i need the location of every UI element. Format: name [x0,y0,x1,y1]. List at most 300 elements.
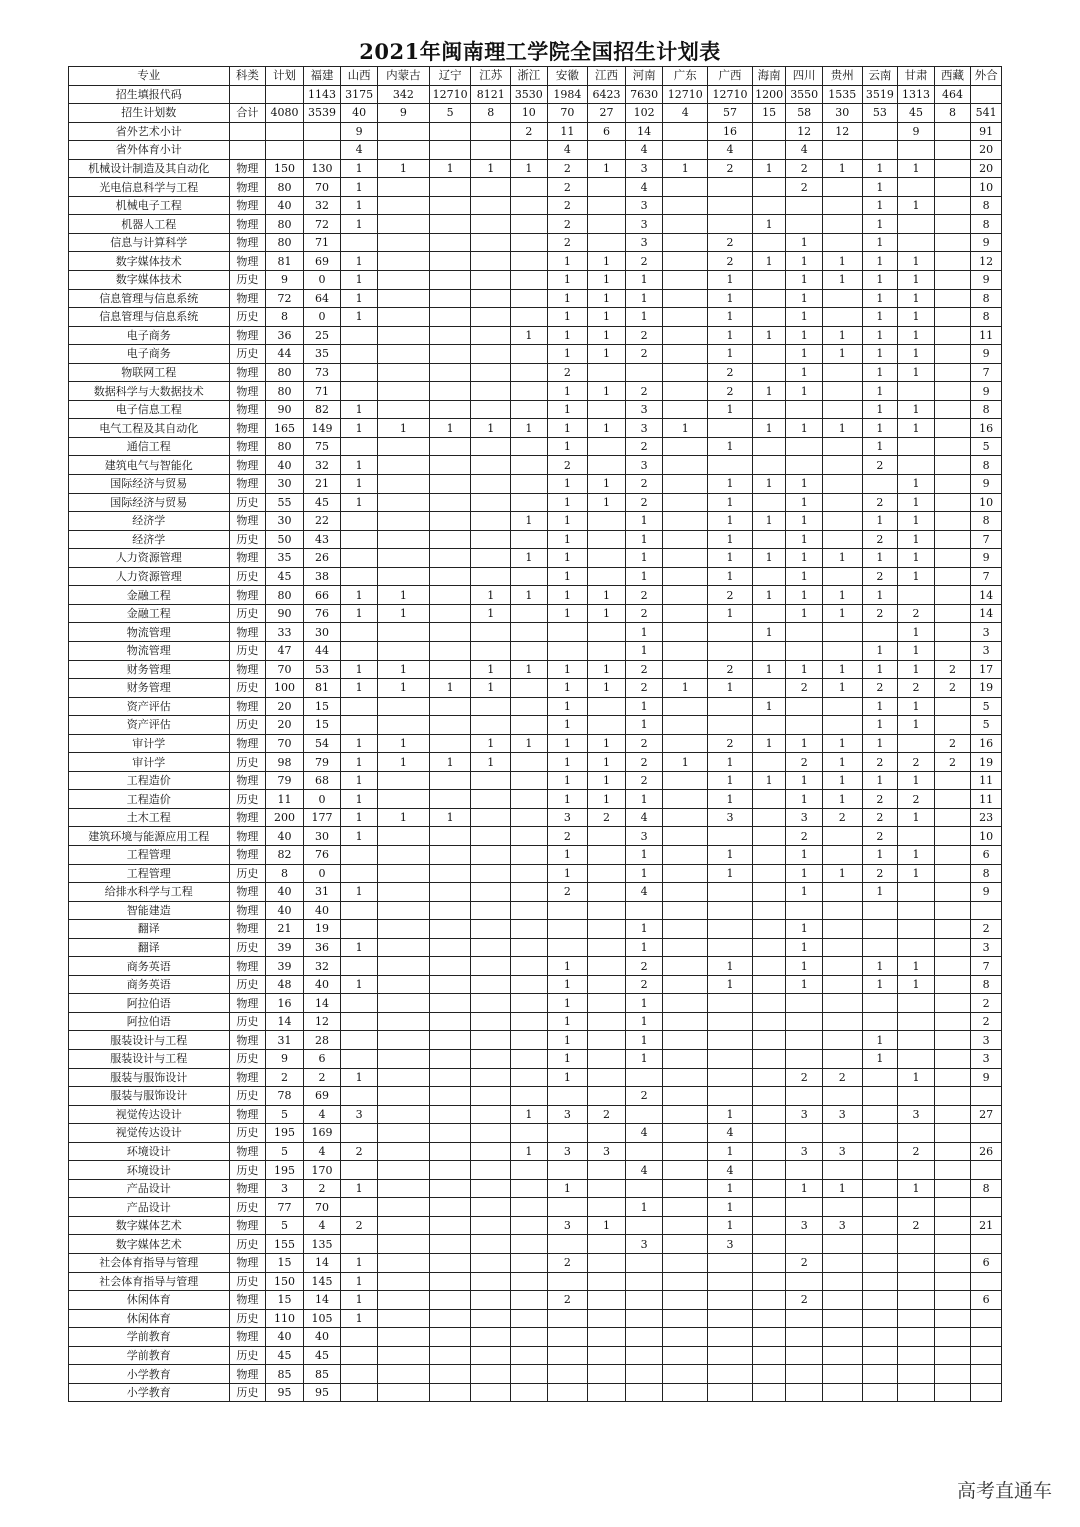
quota-cell [341,1365,378,1384]
quota-cell: 2 [625,975,663,994]
quota-cell [377,1161,429,1180]
quota-cell [429,1012,471,1031]
quota-cell: 1 [547,716,588,735]
quota-cell [511,864,548,883]
quota-cell [898,382,935,401]
quota-cell [708,920,753,939]
quota-cell [511,920,548,939]
quota-cell [511,1179,548,1198]
quota-cell: 1 [341,753,378,772]
table-row [69,1216,1002,1235]
quota-cell [752,1365,786,1384]
quota-cell: 80 [266,437,304,456]
quota-cell [429,1179,471,1198]
quota-cell: 1 [898,530,935,549]
quota-cell [822,1272,862,1291]
quota-cell [341,512,378,531]
table-row [69,679,1002,698]
quota-cell: 1 [625,994,663,1013]
quota-cell [588,233,626,252]
subject-cell: 物理 [229,660,266,679]
quota-cell [511,975,548,994]
quota-cell: 2 [786,679,823,698]
quota-cell [547,1383,588,1402]
quota-cell [429,1383,471,1402]
subject-cell: 物理 [229,883,266,902]
quota-cell [625,901,663,920]
quota-cell [341,1087,378,1106]
quota-cell [511,1049,548,1068]
quota-cell: 1 [822,419,862,438]
quota-cell: 1 [786,271,823,290]
table-row [69,271,1002,290]
quota-cell: 1 [547,586,588,605]
quota-cell [663,901,708,920]
quota-cell: 1 [588,753,626,772]
quota-cell [625,1346,663,1365]
quota-cell [511,1365,548,1384]
quota-cell: 1 [588,419,626,438]
quota-cell: 79 [303,753,341,772]
quota-cell [752,604,786,623]
subject-cell: 物理 [229,252,266,271]
quota-cell: 1 [898,771,935,790]
quota-cell [898,1254,935,1273]
major-name-cell: 建筑电气与智能化 [69,456,230,475]
quota-cell [786,1012,823,1031]
quota-cell [588,1161,626,1180]
quota-cell [377,400,429,419]
quota-cell [429,271,471,290]
quota-cell: 1 [625,1031,663,1050]
quota-cell [934,771,971,790]
quota-cell [341,549,378,568]
quota-cell [663,771,708,790]
quota-cell: 1 [341,215,378,234]
quota-cell: 1 [786,289,823,308]
quota-cell: 1 [547,549,588,568]
quota-cell [377,382,429,401]
quota-cell [822,716,862,735]
quota-cell [471,1235,511,1254]
quota-cell: 130 [303,159,341,178]
quota-cell [429,901,471,920]
quota-cell: 1 [625,308,663,327]
major-name-cell: 服装设计与工程 [69,1031,230,1050]
quota-cell: 80 [266,363,304,382]
quota-cell: 1 [862,883,898,902]
subject-cell: 物理 [229,1142,266,1161]
quota-cell: 27 [971,1105,1002,1124]
quota-cell [547,1087,588,1106]
quota-cell: 3 [786,808,823,827]
quota-cell: 15 [266,1291,304,1310]
quota-cell [341,1012,378,1031]
quota-cell [663,1346,708,1365]
major-name-cell: 经济学 [69,512,230,531]
quota-cell [663,1105,708,1124]
major-name-cell: 商务英语 [69,957,230,976]
quota-cell [663,1049,708,1068]
quota-cell [471,141,511,160]
quota-cell: 1 [708,1105,753,1124]
quota-cell [752,1049,786,1068]
quota-cell: 2 [547,363,588,382]
quota-cell: 1 [377,808,429,827]
quota-cell: 9 [971,382,1002,401]
quota-cell: 85 [303,1365,341,1384]
quota-cell: 2 [862,493,898,512]
quota-cell [341,326,378,345]
column-header: 四川 [786,67,823,86]
quota-cell [511,400,548,419]
quota-cell [708,215,753,234]
quota-cell: 1 [898,808,935,827]
quota-cell: 1 [625,1049,663,1068]
quota-cell [547,641,588,660]
table-row [69,660,1002,679]
quota-cell: 1 [377,660,429,679]
quota-cell [511,437,548,456]
quota-cell [752,289,786,308]
quota-cell: 1 [862,233,898,252]
quota-cell [511,233,548,252]
quota-cell: 8 [971,1179,1002,1198]
quota-cell: 1200 [752,85,786,104]
quota-cell [822,994,862,1013]
quota-cell [898,1012,935,1031]
quota-cell: 1 [341,271,378,290]
quota-cell: 1 [862,957,898,976]
quota-cell [511,215,548,234]
subject-cell: 物理 [229,1254,266,1273]
quota-cell [752,753,786,772]
quota-cell: 1 [898,697,935,716]
quota-cell [934,883,971,902]
quota-cell [511,1068,548,1087]
quota-cell: 1 [341,289,378,308]
quota-cell: 77 [266,1198,304,1217]
major-name-cell: 人力资源管理 [69,567,230,586]
major-name-cell: 财务管理 [69,679,230,698]
quota-cell: 1 [547,345,588,364]
quota-cell [625,1142,663,1161]
quota-cell: 1 [625,1198,663,1217]
quota-cell [822,1383,862,1402]
quota-cell [934,1142,971,1161]
quota-cell: 1 [547,530,588,549]
quota-cell [822,845,862,864]
quota-cell: 1 [377,679,429,698]
quota-cell [752,808,786,827]
quota-cell [663,734,708,753]
quota-cell [786,1124,823,1143]
subject-cell: 物理 [229,475,266,494]
quota-cell: 195 [266,1161,304,1180]
quota-cell [625,1365,663,1384]
quota-cell [377,1124,429,1143]
quota-cell [429,289,471,308]
quota-cell: 3175 [341,85,378,104]
table-header-row [69,67,1002,86]
quota-cell: 6 [971,1291,1002,1310]
quota-cell [377,975,429,994]
quota-cell [511,808,548,827]
quota-cell: 80 [266,233,304,252]
major-name-cell: 省外体育小计 [69,141,230,160]
quota-cell: 1 [625,790,663,809]
major-name-cell: 电气工程及其自动化 [69,419,230,438]
quota-cell: 19 [971,679,1002,698]
quota-cell [429,604,471,623]
quota-cell: 57 [708,104,753,123]
quota-cell: 2 [547,456,588,475]
quota-cell: 1984 [547,85,588,104]
quota-cell [663,975,708,994]
quota-cell [588,845,626,864]
quota-cell [471,456,511,475]
page-title: 2021年闽南理工学院全国招生计划表 [359,39,721,64]
quota-cell: 1 [786,530,823,549]
quota-cell: 1 [511,549,548,568]
quota-cell: 1 [663,679,708,698]
quota-cell [547,623,588,642]
quota-cell: 1 [708,475,753,494]
quota-cell: 2 [625,382,663,401]
quota-cell: 5 [971,437,1002,456]
quota-cell [934,1031,971,1050]
major-name-cell: 建筑环境与能源应用工程 [69,827,230,846]
quota-cell [786,1235,823,1254]
quota-cell: 1 [588,771,626,790]
quota-cell [511,994,548,1013]
quota-cell [588,994,626,1013]
quota-cell: 4080 [266,104,304,123]
quota-cell: 1 [862,400,898,419]
quota-cell [971,1198,1002,1217]
subject-cell [229,122,266,141]
subject-cell: 物理 [229,623,266,642]
quota-cell [934,957,971,976]
quota-cell [429,845,471,864]
quota-cell [752,345,786,364]
quota-cell [377,512,429,531]
quota-cell: 64 [303,289,341,308]
quota-cell [625,1309,663,1328]
quota-cell: 3519 [862,85,898,104]
table-row [69,400,1002,419]
quota-cell: 11 [971,326,1002,345]
quota-cell: 1 [341,493,378,512]
quota-cell [822,1328,862,1347]
quota-cell [898,1291,935,1310]
quota-cell: 2 [625,734,663,753]
quota-cell: 3550 [786,85,823,104]
major-name-cell: 休闲体育 [69,1309,230,1328]
quota-cell: 58 [786,104,823,123]
quota-cell: 4 [341,141,378,160]
quota-cell [471,549,511,568]
quota-cell [511,1216,548,1235]
quota-cell: 1 [752,419,786,438]
quota-cell [471,252,511,271]
quota-cell: 31 [303,883,341,902]
subject-cell: 历史 [229,1309,266,1328]
quota-cell [934,122,971,141]
quota-cell: 2 [898,753,935,772]
quota-cell: 4 [303,1105,341,1124]
quota-cell [341,1124,378,1143]
quota-cell: 1 [752,252,786,271]
quota-cell: 14 [266,1012,304,1031]
quota-cell: 3 [625,233,663,252]
quota-cell: 28 [303,1031,341,1050]
quota-cell [898,1346,935,1365]
quota-cell [663,883,708,902]
quota-cell: 1 [786,734,823,753]
quota-cell [934,641,971,660]
quota-cell: 1 [708,753,753,772]
quota-cell [822,1087,862,1106]
quota-cell [898,1309,935,1328]
quota-cell [511,901,548,920]
major-name-cell: 数字媒体技术 [69,271,230,290]
table-row [69,196,1002,215]
subject-cell: 历史 [229,864,266,883]
quota-cell [429,178,471,197]
quota-cell [822,697,862,716]
quota-cell [822,512,862,531]
quota-cell: 4 [663,104,708,123]
quota-cell: 35 [266,549,304,568]
quota-cell: 1 [341,604,378,623]
quota-cell: 1 [822,864,862,883]
quota-cell: 2 [625,771,663,790]
subject-cell: 历史 [229,938,266,957]
quota-cell: 2 [625,345,663,364]
quota-cell: 12710 [429,85,471,104]
quota-cell [377,641,429,660]
quota-cell [786,196,823,215]
quota-cell: 14 [625,122,663,141]
quota-cell: 1 [547,271,588,290]
quota-cell [471,808,511,827]
quota-cell [663,1383,708,1402]
quota-cell: 2 [934,679,971,698]
quota-cell [898,1272,935,1291]
quota-cell [663,1068,708,1087]
quota-cell [934,975,971,994]
quota-cell: 80 [266,382,304,401]
quota-cell: 1 [898,512,935,531]
quota-cell: 1 [547,753,588,772]
quota-cell: 1 [862,975,898,994]
quota-cell [429,400,471,419]
quota-cell: 1 [708,1216,753,1235]
quota-cell: 1 [341,1068,378,1087]
quota-cell [663,994,708,1013]
quota-cell [377,845,429,864]
table-row [69,512,1002,531]
quota-cell [663,790,708,809]
quota-cell [934,1124,971,1143]
quota-cell: 1 [708,345,753,364]
quota-cell: 32 [303,957,341,976]
table-row [69,920,1002,939]
table-row [69,883,1002,902]
quota-cell: 2 [862,679,898,698]
quota-cell: 1 [341,1291,378,1310]
quota-cell [663,641,708,660]
quota-cell: 1 [511,419,548,438]
quota-cell [429,1049,471,1068]
quota-cell: 1 [752,512,786,531]
quota-cell: 1 [752,660,786,679]
subject-cell: 物理 [229,1068,266,1087]
subject-cell: 历史 [229,716,266,735]
quota-cell [898,938,935,957]
quota-cell [511,771,548,790]
quota-cell [708,1365,753,1384]
major-name-cell: 电子商务 [69,345,230,364]
quota-cell: 2 [971,1012,1002,1031]
quota-cell [377,1105,429,1124]
quota-cell [752,400,786,419]
quota-cell: 1 [708,1198,753,1217]
quota-cell: 1 [341,734,378,753]
quota-cell: 2 [625,1087,663,1106]
quota-cell [822,1012,862,1031]
quota-cell [429,196,471,215]
quota-cell [663,233,708,252]
major-name-cell: 经济学 [69,530,230,549]
table-row [69,1142,1002,1161]
table-row [69,808,1002,827]
quota-cell [898,1087,935,1106]
quota-cell [752,1124,786,1143]
quota-cell [898,1049,935,1068]
quota-cell [547,1365,588,1384]
major-name-cell: 国际经济与贸易 [69,493,230,512]
quota-cell [471,1142,511,1161]
quota-cell: 3 [822,1105,862,1124]
quota-cell: 11 [971,771,1002,790]
quota-cell [822,1161,862,1180]
quota-cell [663,957,708,976]
quota-cell [377,790,429,809]
quota-cell: 1 [786,883,823,902]
quota-cell: 30 [266,512,304,531]
quota-cell [377,1198,429,1217]
quota-cell: 3 [547,1142,588,1161]
subject-cell: 历史 [229,1272,266,1291]
quota-cell [429,1142,471,1161]
quota-cell [786,1328,823,1347]
quota-cell: 8 [266,308,304,327]
quota-cell [822,1309,862,1328]
quota-cell [588,641,626,660]
quota-cell: 14 [303,994,341,1013]
quota-cell: 3539 [303,104,341,123]
quota-cell: 1 [708,771,753,790]
quota-cell [377,1235,429,1254]
quota-cell [822,382,862,401]
quota-cell [663,289,708,308]
quota-cell [471,400,511,419]
table-row [69,1291,1002,1310]
quota-cell: 1 [708,512,753,531]
table-row [69,382,1002,401]
